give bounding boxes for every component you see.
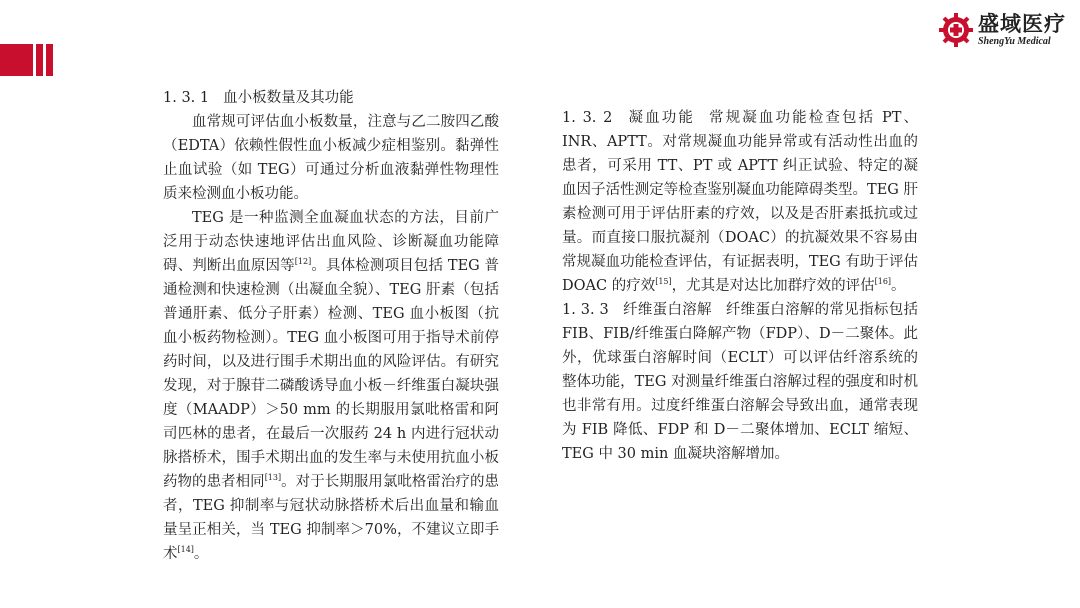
brand-logo: [938, 12, 1066, 48]
citation: [14]: [177, 545, 194, 555]
paragraph: 血常规可评估血小板数量，注意与乙二胺四乙酸（EDTA）依赖性假性血小板减少症相鉴别。黏弹性止血试验（如 TEG）可通过分析血液黏弹性物理性质来检测血小板功能。: [163, 114, 499, 202]
brand-name-en: ShengYu Medical: [978, 35, 1051, 47]
section-number: 1. 3. 2: [562, 110, 613, 126]
paragraph-text: 。具体检测项目包括 TEG 普通检测和快速检测（出凝血全貌）、TEG 肝素（包括普通肝素、低分子肝素）检测、TEG 血小板图（抗血小板药物检测）。TEG 血小板图可用于指导术前停药时间，以及进行围手术期出血的风险评估。有研究发现，对于腺苷二磷酸诱导血小板－纤维蛋白凝块强度（MAADP）＞50 mm 的长期服用氯吡格雷和阿司匹林的患者，在最后一次服药 24 h 内进行冠状动脉搭桥术，围手术期出血的发生率与未使用抗血小板药物的患者相同: [163, 258, 499, 490]
paragraph-text: 。对于长期服用氯吡格雷治疗的患者，TEG 抑制率与冠状动脉搭桥术后出血量和输血量呈正相关，当 TEG 抑制率＞70%，不建议立即手术: [163, 474, 500, 562]
section-title: 凝血功能: [626, 110, 695, 126]
paragraph-text: 纤维蛋白溶解的常见指标包括 FIB、FIB/纤维蛋白降解产物（FDP）、D－二聚体。此外，优球蛋白溶解时间（ECLT）可以评估纤溶系统的整体功能，TEG 对测量纤维蛋白溶解过程的强度和时机也非常有用。过度纤维蛋白溶解会导致出血，通常表现为 FIB 降低、FDP 和 D－二聚体增加、ECLT 缩短、TEG 中 30 min 血凝块溶解增加。: [562, 302, 919, 462]
citation: [15]: [655, 277, 672, 287]
paragraph-text: 常规凝血功能检查包括 PT、INR、APTT。对常规凝血功能异常或有活动性出血的患者，可采用 TT、PT 或 APTT 纠正试验、特定的凝血因子活性测定等检查鉴别凝血功能障碍类型。TEG 肝素检测可用于评估肝素的疗效，以及是否肝素抵抗或过量。而直接口服抗凝剂（DOAC）的抗凝效果不容易由常规凝血功能检查评估，有证据表明，TEG 有助于评估 DOAC 的疗效: [562, 110, 918, 294]
paragraph: [562, 106, 918, 298]
paragraph: [163, 206, 499, 566]
left-column: [163, 86, 499, 566]
paragraph: [562, 298, 918, 466]
citation: [16]: [874, 277, 892, 287]
paragraph-text: ，尤其是对达比加群疗效的评估: [671, 278, 875, 294]
section-title: 纤维蛋白溶解: [622, 302, 712, 318]
section-number: 1. 3. 3: [562, 302, 609, 318]
citation: [12]: [294, 257, 312, 267]
paragraph-text: TEG 是一种监测全血凝血状态的方法，目前广泛用于动态快速地评估出血风险、诊断凝血功能障碍、判断出血原因等: [163, 210, 499, 274]
paragraph-text: 。: [891, 278, 906, 294]
accent-bar: [36, 44, 43, 76]
brand-name-cn: 盛域医疗: [978, 11, 1066, 36]
citation: [13]: [264, 473, 282, 483]
section-title: 血小板数量及其功能: [223, 90, 354, 106]
accent-bar: [46, 44, 53, 76]
section-heading-1-3-1: [163, 86, 499, 110]
logo-gear-icon: [938, 12, 974, 48]
right-column: [562, 106, 918, 466]
section-number: 1. 3. 1: [163, 90, 210, 106]
accent-bar: [0, 44, 33, 76]
paragraph-text: 。: [193, 546, 209, 562]
accent-bars: [0, 44, 56, 76]
